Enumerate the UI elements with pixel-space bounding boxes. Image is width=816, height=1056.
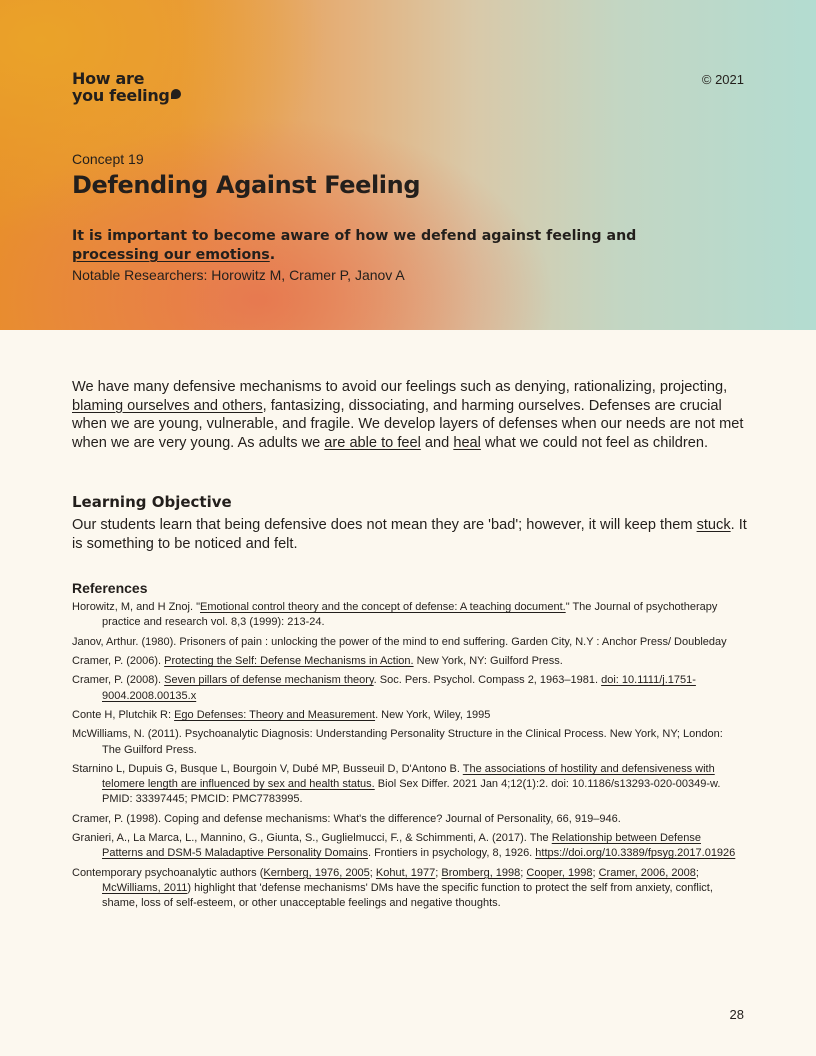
bromberg-link[interactable]: Bromberg, 1998 [441, 866, 521, 879]
brand-logo[interactable] [72, 70, 181, 104]
blaming-ourselves-link[interactable]: blaming ourselves and others [72, 397, 263, 414]
kohut-link[interactable]: Kohut, 1977 [375, 866, 436, 879]
ref-text: Cramer, P. (2006). [72, 654, 165, 667]
logo-line-2: you feeling [72, 86, 170, 105]
kernberg-link[interactable]: Kernberg, 1976, 2005 [263, 866, 370, 879]
ref-text: Janov, Arthur. (1980). Prisoners of pain : unlocking the power of the mind to end suffering. Garden City, N.Y : Anchor Press/ Doubleday [72, 635, 727, 648]
logo-line-1: How are [72, 69, 145, 88]
ref-text: . Frontiers in psychology, 8, 1926. [367, 847, 536, 860]
reference-item [72, 812, 744, 827]
ref-link[interactable]: Protecting the Self: Defense Mechanisms in Action. [164, 654, 414, 667]
page-title: Defending Against Feeling [72, 171, 421, 199]
ref-link[interactable]: Ego Defenses: Theory and Measurement [174, 708, 376, 721]
heal-link[interactable]: heal [453, 434, 481, 451]
intro-text-3: and [420, 434, 454, 451]
tagline [72, 227, 672, 265]
ref-separator: ; [695, 866, 699, 879]
ref-link[interactable]: Seven pillars of defense mechanism theory [164, 674, 374, 687]
reference-item [72, 673, 744, 703]
ref-text: Cramer, P. (2008). [72, 674, 165, 687]
ref-link[interactable]: Relationship between Defense Patterns and DSM-5 Maladaptive Personality Domains [102, 832, 701, 860]
ref-text: Cramer, P. (1998). Coping and defense mechanisms: What's the difference? Journal of Personality, 66, 919–946. [72, 812, 621, 825]
intro-paragraph [72, 378, 752, 452]
ref-text: Starnino L, Dupuis G, Busque L, Bourgoin V, Dubé MP, Busseuil D, D'Antono B. [72, 762, 463, 775]
ref-text: " The Journal of psychotherapy practice and research vol. 8,3 (1999): 213-24. [102, 601, 718, 629]
references-list [72, 600, 744, 916]
reference-item [72, 866, 744, 912]
cooper-link[interactable]: Cooper, 1998 [526, 866, 593, 879]
ref-separator: ; [369, 866, 376, 879]
tagline-text: It is important to become aware of how we defend against feeling and [72, 228, 637, 244]
ref-doi-link[interactable]: doi: 10.1111/j.1751-9004.2008.00135.x [102, 674, 696, 702]
learning-objective-text [72, 516, 752, 553]
processing-emotions-link[interactable]: processing our emotions [72, 247, 270, 263]
ref-link[interactable]: Emotional control theory and the concept of defense: A teaching document. [200, 601, 566, 613]
ref-text: New York, NY: Guilford Press. [413, 654, 563, 667]
ref-text: Granieri, A., La Marca, L., Mannino, G., Giunta, S., Guglielmucci, F., & Schimmenti, A. (2017). The [72, 832, 552, 845]
tagline-end: . [269, 247, 276, 263]
able-to-feel-link[interactable]: are able to feel [324, 434, 421, 451]
reference-item [72, 727, 744, 757]
ref-doi-link[interactable]: https://doi.org/10.3389/fpsyg.2017.01926 [535, 847, 736, 860]
notable-researchers: Notable Researchers: Horowitz M, Cramer P, Janov A [72, 267, 405, 283]
references-heading: References [72, 580, 148, 596]
speech-bubble-icon [171, 89, 181, 99]
lo-text-1: Our students learn that being defensive does not mean they are 'bad'; however, it will keep them [72, 517, 697, 533]
intro-text-1: We have many defensive mechanisms to avoid our feelings such as denying, rationalizing, projecting, [72, 379, 728, 395]
reference-item [72, 831, 744, 861]
ref-text: . New York, Wiley, 1995 [375, 708, 491, 721]
intro-text-4: what we could not feel as children. [480, 434, 709, 451]
cramer-link[interactable]: Cramer, 2006, 2008 [598, 866, 696, 879]
ref-separator: ; [520, 866, 527, 879]
stuck-link[interactable]: stuck [696, 517, 731, 533]
ref-link[interactable]: The associations of hostility and defensiveness with telomere length are influenced by sex and health status. [102, 762, 715, 791]
ref-text: Conte H, Plutchik R: [72, 708, 175, 721]
reference-item [72, 654, 744, 669]
ref-text: Contemporary psychoanalytic authors ( [72, 866, 264, 879]
ref-text: ) highlight that 'defense mechanisms' DMs have the specific function to protect the self from anxiety, conflict, shame, loss of self-esteem, or other unacceptable feelings and negative thoughts. [102, 881, 713, 910]
reference-item [72, 708, 744, 723]
ref-separator: ; [435, 866, 442, 879]
copyright: © 2021 [701, 72, 744, 87]
reference-item [72, 762, 744, 808]
header-banner [0, 0, 816, 330]
concept-label: Concept 19 [72, 151, 144, 167]
ref-text: Biol Sex Differ. 2021 Jan 4;12(1):2. doi: 10.1186/s13293-020-00349-w. PMID: 33397445; PMCID: PMC7783995. [102, 778, 721, 806]
lo-text-2: . It is something to be noticed and felt. [72, 517, 747, 552]
reference-item [72, 600, 744, 630]
reference-item [72, 635, 744, 650]
ref-text: McWilliams, N. (2011). Psychoanalytic Diagnosis: Understanding Personality Structure in the Clinical Process. New York, NY; London: The Guilford Press. [72, 728, 723, 756]
intro-text-2: , fantasizing, dissociating, and harming ourselves. Defenses are crucial when we are young, vulnerable, and fragile. We develop layers of defenses when our needs are not met when we are very young. As adults we [72, 397, 744, 451]
ref-separator: ; [592, 866, 599, 879]
ref-text: Horowitz, M, and H Znoj. " [72, 601, 200, 613]
ref-text: . Soc. Pers. Psychol. Compass 2, 1963–1981. [373, 674, 602, 687]
mcwilliams-link[interactable]: McWilliams, 2011 [102, 881, 188, 894]
learning-objective-heading: Learning Objective [72, 493, 232, 511]
page-number: 28 [729, 1007, 744, 1022]
